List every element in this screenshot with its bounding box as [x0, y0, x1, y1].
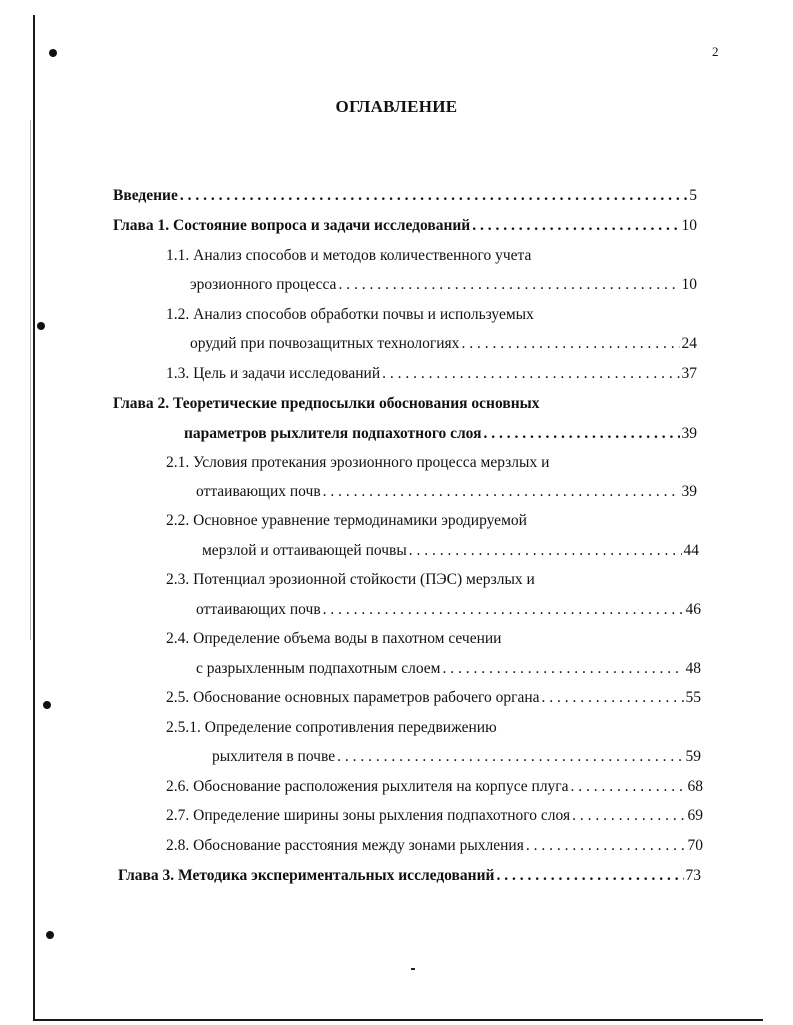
dot-leader — [496, 866, 683, 886]
toc-entry-page: 44 — [683, 542, 699, 559]
dot-leader — [542, 688, 684, 708]
dot-leader — [572, 806, 685, 826]
toc-entry-2-5[interactable] — [166, 688, 701, 708]
toc-entry-title: Глава 3. Методика экспериментальных исследований — [118, 867, 495, 884]
toc-entry-2-6[interactable] — [166, 777, 703, 797]
toc-entry-page: 39 — [681, 483, 697, 500]
toc-entry-page: 55 — [685, 689, 701, 706]
toc-entry-chapter-1[interactable] — [113, 216, 697, 236]
toc-entry-page: 68 — [687, 778, 703, 795]
toc-entry-page: 5 — [689, 187, 697, 204]
dot-leader — [323, 482, 680, 502]
scan-speck — [411, 968, 415, 970]
dot-leader — [338, 275, 679, 295]
scan-edge-left — [33, 15, 35, 1020]
dot-leader — [180, 186, 687, 206]
toc-entry-title: оттаивающих почв — [196, 483, 321, 500]
toc-entry-2-8[interactable] — [166, 836, 703, 856]
toc-entry-1-2[interactable] — [190, 334, 697, 354]
dot-leader — [526, 836, 686, 856]
dot-leader — [443, 659, 684, 679]
binder-hole-mark — [43, 701, 51, 709]
page-number: 2 — [712, 44, 719, 59]
toc-entry-title: с разрыхленным подпахотным слоем — [196, 660, 441, 677]
dot-leader — [337, 747, 683, 767]
toc-entry-page: 59 — [685, 748, 701, 765]
toc-entry-1-1-line1[interactable]: 1.1. Анализ способов и методов количественного учета — [166, 247, 532, 264]
toc-entry-page: 10 — [681, 276, 697, 293]
page-title: ОГЛАВЛЕНИЕ — [335, 97, 458, 116]
toc-entry-title: Глава 1. Состояние вопроса и задачи исследований — [113, 217, 471, 234]
toc-entry-page: 69 — [687, 807, 703, 824]
toc-entry-1-2-line1[interactable]: 1.2. Анализ способов обработки почвы и используемых — [166, 306, 534, 323]
toc-entry-page: 37 — [681, 365, 697, 382]
toc-entry-title: параметров рыхлителя подпахотного слоя — [184, 425, 482, 442]
toc-entry-title: рыхлителя в почве — [212, 748, 336, 765]
toc-entry-title: 2.8. Обоснование расстояния между зонами рыхления — [166, 837, 524, 854]
binder-hole-mark — [46, 931, 54, 939]
toc-entry-2-1[interactable] — [196, 482, 697, 502]
toc-entry-2-3[interactable] — [196, 600, 701, 620]
toc-entry-title: 2.7. Определение ширины зоны рыхления подпахотного слоя — [166, 807, 571, 824]
dot-leader — [409, 541, 682, 561]
dot-leader — [382, 364, 679, 384]
toc-entry-2-5-1-line1[interactable]: 2.5.1. Определение сопротивления передвижению — [166, 719, 497, 736]
toc-entry-2-2-line1[interactable]: 2.2. Основное уравнение термодинамики эродируемой — [166, 512, 527, 529]
toc-entry-title: 2.6. Обоснование расположения рыхлителя на корпусе плуга — [166, 778, 569, 795]
toc-entry-title: эрозионного процесса — [190, 276, 337, 293]
toc-entry-page: 70 — [687, 837, 703, 854]
toc-entry-page: 10 — [681, 217, 697, 234]
toc-entry-1-3[interactable] — [166, 364, 697, 384]
dot-leader — [484, 424, 680, 444]
toc-entry-chapter-3[interactable] — [118, 866, 701, 886]
toc-entry-2-3-line1[interactable]: 2.3. Потенциал эрозионной стойкости (ПЭС) мерзлых и — [166, 571, 535, 588]
toc-entry-chapter-2[interactable] — [184, 424, 697, 444]
toc-entry-title: мерзлой и оттаивающей почвы — [202, 542, 407, 559]
toc-entry-title: Введение — [113, 187, 178, 204]
toc-entry-2-5-1[interactable] — [212, 747, 701, 767]
toc-entry-page: 39 — [681, 425, 697, 442]
toc-entry-page: 24 — [681, 335, 697, 352]
toc-entry-chapter-2-line1[interactable]: Глава 2. Теоретические предпосылки обоснования основных — [113, 395, 540, 412]
toc-entry-2-4-line1[interactable]: 2.4. Определение объема воды в пахотном сечении — [166, 630, 502, 647]
scan-edge-bottom — [33, 1019, 763, 1021]
toc-entry-1-1[interactable] — [190, 275, 697, 295]
toc-entry-2-7[interactable] — [166, 806, 703, 826]
dot-leader — [472, 216, 679, 236]
toc-entry-title: орудий при почвозащитных технологиях — [190, 335, 460, 352]
scan-edge-shadow — [30, 120, 31, 640]
toc-entry-page: 73 — [685, 867, 701, 884]
toc-entry-page: 46 — [685, 601, 701, 618]
toc-entry-2-2[interactable] — [202, 541, 699, 561]
toc-entry-intro[interactable] — [113, 186, 697, 206]
dot-leader — [571, 777, 686, 797]
toc-entry-title: 1.3. Цель и задачи исследований — [166, 365, 381, 382]
dot-leader — [323, 600, 684, 620]
toc-entry-title: 2.5. Обоснование основных параметров рабочего органа — [166, 689, 540, 706]
toc-entry-2-4[interactable] — [196, 659, 701, 679]
toc-entry-2-1-line1[interactable]: 2.1. Условия протекания эрозионного процесса мерзлых и — [166, 454, 550, 471]
toc-entry-title: оттаивающих почв — [196, 601, 321, 618]
binder-hole-mark — [49, 49, 57, 57]
toc-entry-page: 48 — [685, 660, 701, 677]
binder-hole-mark — [37, 322, 45, 330]
dot-leader — [461, 334, 679, 354]
